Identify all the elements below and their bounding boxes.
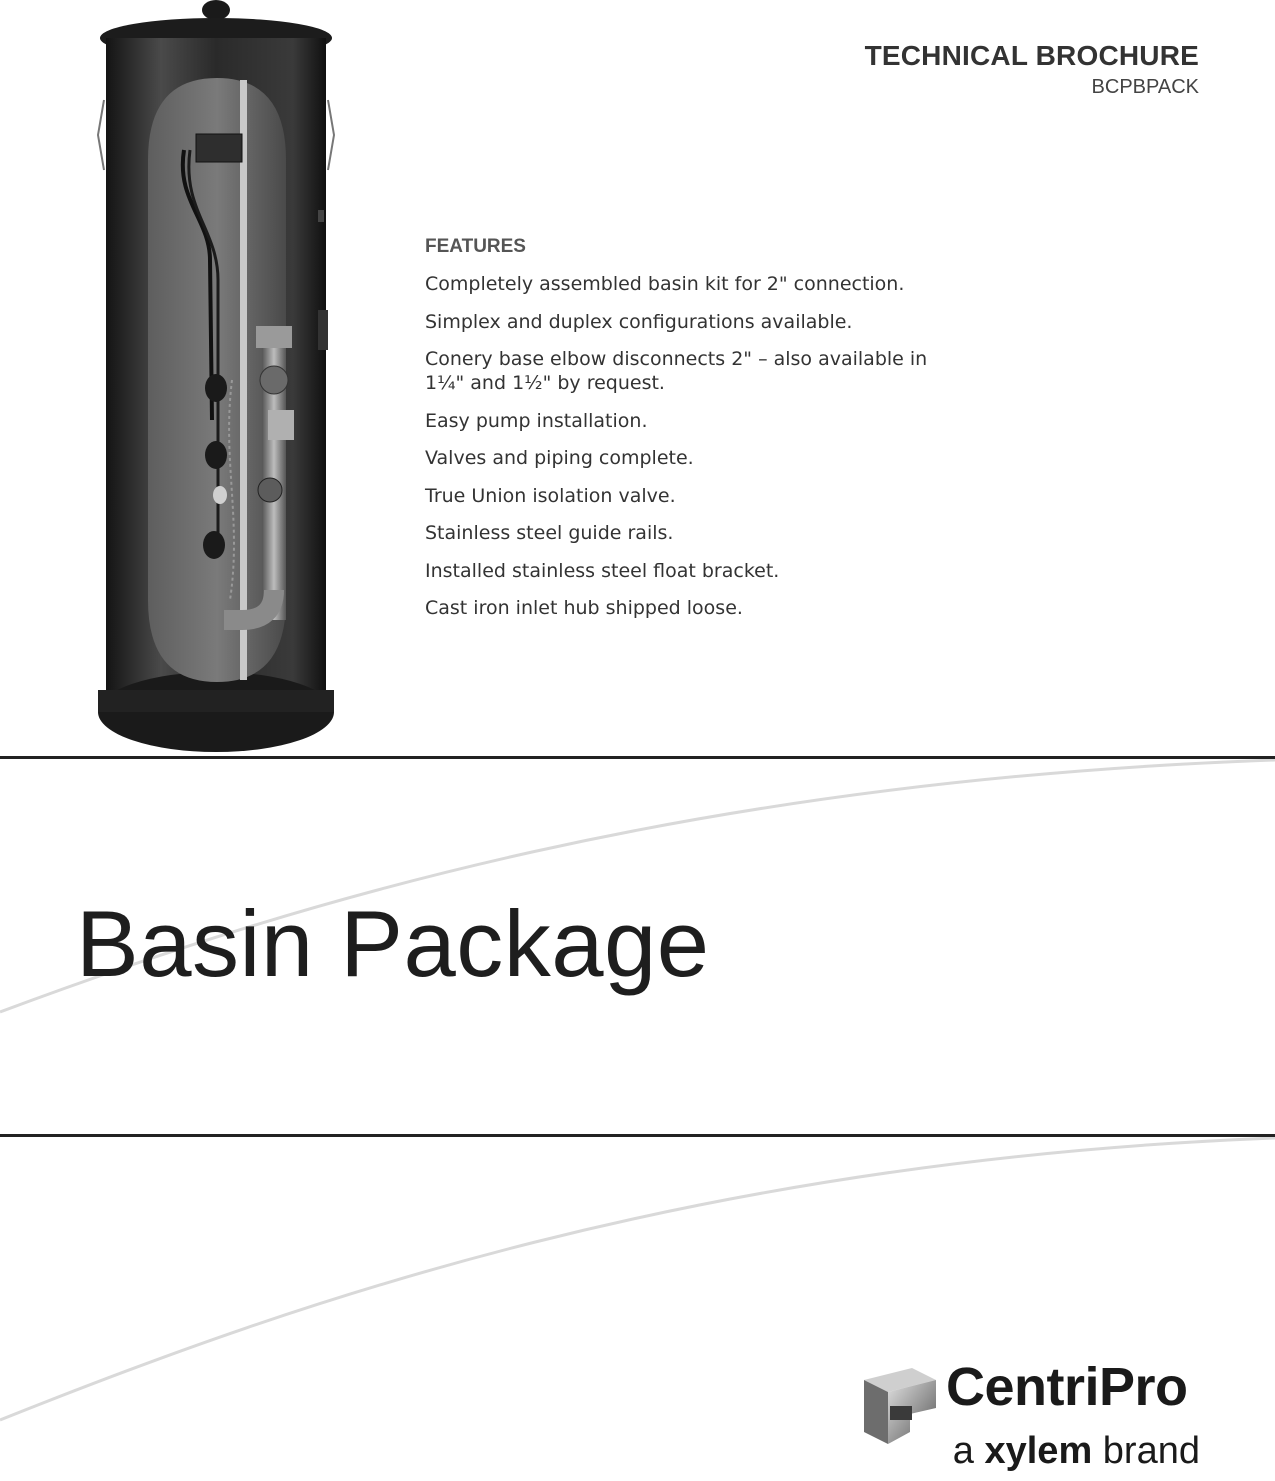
tagline-brand: brand xyxy=(1102,1430,1200,1472)
feature-item: Conery base elbow disconnects 2" – also available in 1¼" and 1½" by request. xyxy=(425,348,928,394)
page-title: Basin Package xyxy=(76,891,710,996)
brand-tagline xyxy=(953,1430,1200,1473)
feature-item: Cast iron inlet hub shipped loose. xyxy=(425,597,743,619)
tagline-a: a xyxy=(952,1430,974,1472)
brand-name: CentriPro xyxy=(946,1357,1188,1417)
feature-item: Completely assembled basin kit for 2" connection. xyxy=(425,273,905,295)
feature-item: Simplex and duplex configurations available. xyxy=(425,310,853,333)
features-section xyxy=(425,236,945,634)
basin-product-photo xyxy=(92,0,342,756)
feature-item: Installed stainless steel float bracket. xyxy=(425,559,780,582)
top-divider xyxy=(0,756,1275,759)
document-code: BCPBPACK xyxy=(1091,76,1199,98)
tagline-xylem: xylem xyxy=(984,1430,1093,1472)
feature-list xyxy=(425,272,945,620)
centripro-logo-mark-icon xyxy=(854,1362,940,1448)
feature-item: Easy pump installation. xyxy=(425,409,648,432)
feature-item: Valves and piping complete. xyxy=(425,447,694,469)
bottom-divider xyxy=(0,1134,1275,1137)
feature-item: Stainless steel guide rails. xyxy=(425,522,674,544)
features-heading: FEATURES xyxy=(425,236,526,257)
brand-logo xyxy=(854,1357,1204,1475)
document-header xyxy=(865,40,1199,99)
feature-item: True Union isolation valve. xyxy=(425,484,676,507)
document-type: TECHNICAL BROCHURE xyxy=(864,40,1199,71)
